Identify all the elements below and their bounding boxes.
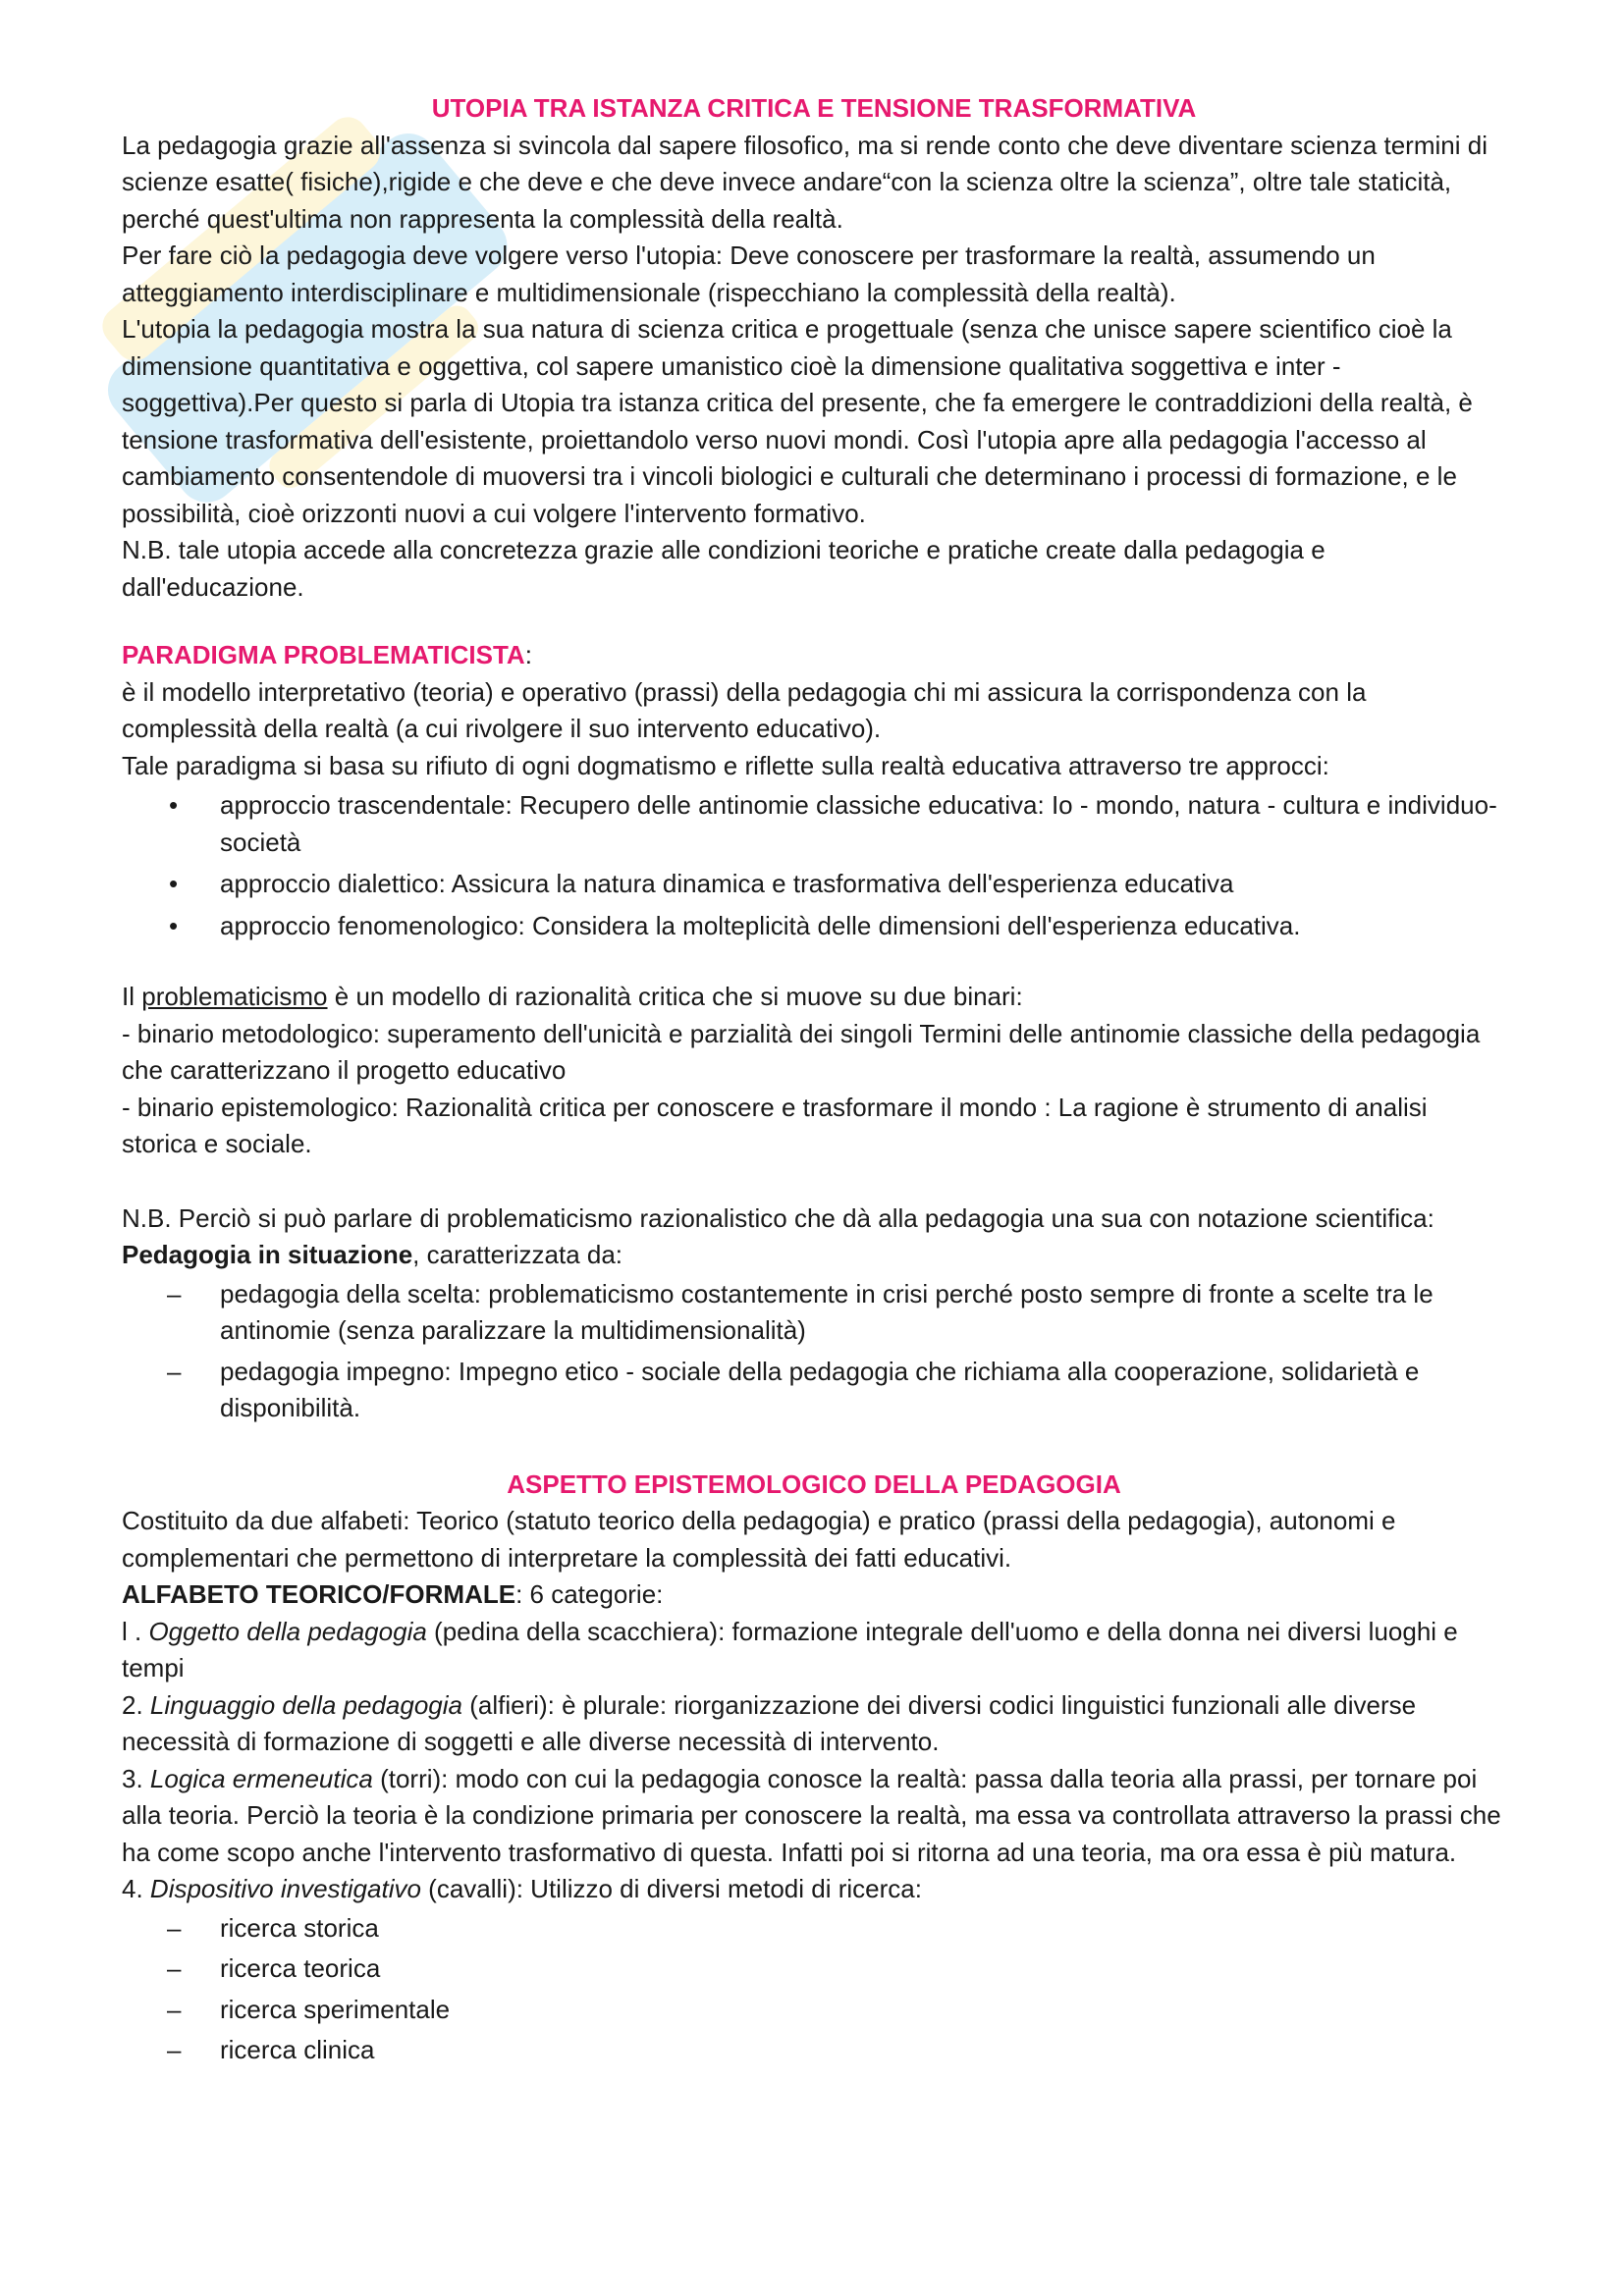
paragraph: [122, 1201, 1506, 1274]
list-item-text: approccio trascendentale: Recupero delle antinomie classiche educativa: Io - mondo, natura - cultura e individuo-società: [220, 790, 1497, 857]
list-item-text: ricerca clinica: [220, 2035, 375, 2064]
list-item-text: approccio dialettico: Assicura la natura dinamica e trasformativa dell'esperienza educativa: [220, 869, 1234, 898]
text: Il: [122, 982, 142, 1011]
dash-icon: –: [167, 1953, 182, 1983]
list-item: [122, 908, 1506, 945]
section-title-paradigma-line: [122, 637, 1506, 674]
italic-term: Oggetto della pedagogia: [148, 1616, 427, 1646]
list-item: [122, 1950, 1506, 1988]
paragraph: [122, 979, 1506, 1016]
list-item-text: approccio fenomenologico: Considera la molteplicità delle dimensioni dell'esperienza educativa.: [220, 910, 1301, 940]
text: , caratterizzata da:: [412, 1240, 623, 1269]
bold-term: ALFABETO TEORICO/FORMALE: [122, 1579, 516, 1609]
dash-icon: –: [167, 2035, 182, 2064]
italic-term: Dispositivo investigativo: [149, 1874, 421, 1903]
category-item: [122, 1761, 1506, 1872]
category-item: [122, 1687, 1506, 1761]
pedagogy-types-list: [122, 1276, 1506, 1427]
text: è un modello di razionalità critica che si muove su due binari:: [327, 982, 1023, 1011]
title-colon: :: [524, 640, 532, 669]
item-number: l .: [122, 1616, 149, 1646]
bullet-icon: •: [169, 869, 179, 898]
text: (pedina della scacchiera): formazione integrale dell'uomo e della donna nei diversi luoghi e tempi: [122, 1616, 1458, 1682]
paragraph: è il modello interpretativo (teoria) e operativo (prassi) della pedagogia chi mi assicura la corrispondenza con la complessità della realtà (a cui rivolgere il suo intervento educativo).: [122, 676, 1367, 743]
bullet-icon: •: [169, 790, 179, 820]
list-item-text: ricerca teorica: [220, 1953, 381, 1983]
text: (cavalli): Utilizzo di diversi metodi di ricerca:: [420, 1874, 922, 1903]
paragraph: L'utopia la pedagogia mostra la sua natura di scienza critica e progettuale (senza che unisce sapere scientifico cioè la dimensione quantitativa e oggettiva, col sapere umanistico cioè la dimensione qualitativa soggettiva e inter -soggettiva).Per questo si parla di Utopia tra istanza critica del presente, che fa emergere le contraddizioni della realtà, è tensione trasformativa dell'esistente, proiettandolo verso nuovi mondi. Così l'utopia apre alla pedagogia l'accesso al cambiamento consentendole di muoversi tra i vincoli biologici e culturali che determinano i processi di formazione, e le possibilità, cioè orizzonti nuovi a cui volgere l'intervento formativo.: [122, 314, 1473, 528]
item-number: 4.: [122, 1874, 150, 1903]
list-item-text: pedagogia della scelta: problematicismo costantemente in crisi perché posto sempre di fronte a scelte tra le antinomie (senza paralizzare la multidimensionalità): [220, 1278, 1434, 1345]
italic-term: Logica ermeneutica: [149, 1763, 373, 1793]
paragraph: Costituito da due alfabeti: Teorico (statuto teorico della pedagogia) e pratico (prassi della pedagogia), autonomi e complementari che permettono di interpretare la complessità dei fatti educativi.: [122, 1506, 1396, 1573]
dash-icon: –: [167, 1278, 182, 1308]
category-item: [122, 1614, 1506, 1687]
category-item: [122, 1871, 1506, 1908]
text: (alfieri): è plurale: riorganizzazione dei diversi codici linguistici funzionali alle diverse necessità di formazione di soggetti e alle diverse necessità di intervento.: [122, 1689, 1417, 1756]
text: (torri): modo con cui la pedagogia conosce la realtà: passa dalla teoria alla prassi, per tornare poi alla teoria. Perciò la teoria è la condizione primaria per conoscere la realtà, ma essa va controllata attraverso la prassi che ha come scopo anche l'intervento trasformativo di questa. Infatti poi si ritorna ad una teoria, ma ora essa è più matura.: [122, 1763, 1501, 1867]
document-page: [122, 90, 1506, 2073]
list-item: [122, 1276, 1506, 1350]
section-title-paradigma: PARADIGMA PROBLEMATICISTA: [122, 640, 525, 669]
dash-icon: –: [167, 1994, 182, 2024]
list-item-text: pedagogia impegno: Impegno etico - sociale della pedagogia che richiama alla cooperazione, solidarietà e disponibilità.: [220, 1356, 1420, 1422]
list-item: [122, 866, 1506, 903]
list-item: [122, 1992, 1506, 2029]
paragraph: [122, 1576, 1506, 1614]
dash-icon: –: [167, 1912, 182, 1943]
bold-term: Pedagogia in situazione: [122, 1240, 413, 1269]
text: : 6 categorie:: [515, 1579, 664, 1609]
paragraph: La pedagogia grazie all'assenza si svincola dal sapere filosofico, ma si rende conto che deve diventare scienza termini di scienze esatte( fisiche),rigide e che deve e che deve invece andare“con la scienza oltre la scienza”, oltre tale staticità, perché quest'ultima non rappresenta la complessità della realtà.: [122, 130, 1488, 234]
approaches-list: [122, 787, 1506, 944]
research-methods-list: [122, 1910, 1506, 2069]
section-title-utopia: UTOPIA TRA ISTANZA CRITICA E TENSIONE TRASFORMATIVA: [431, 93, 1197, 123]
list-item-text: ricerca sperimentale: [220, 1994, 451, 2024]
list-item: [122, 1354, 1506, 1427]
paragraph: N.B. tale utopia accede alla concretezza grazie alle condizioni teoriche e pratiche create dalla pedagogia e dall'educazione.: [122, 535, 1325, 602]
list-item-text: ricerca storica: [220, 1912, 379, 1943]
italic-term: Linguaggio della pedagogia: [149, 1689, 462, 1720]
bullet-icon: •: [169, 910, 179, 940]
paragraph: Per fare ciò la pedagogia deve volgere verso l'utopia: Deve conoscere per trasformare la realtà, assumendo un atteggiamento interdisciplinare e multidimensionale (rispecchiano la complessità della realtà).: [122, 240, 1376, 307]
dash-icon: –: [167, 1356, 182, 1386]
section-title-epistemologico: ASPETTO EPISTEMOLOGICO DELLA PEDAGOGIA: [507, 1468, 1121, 1499]
paragraph: - binario epistemologico: Razionalità critica per conoscere e trasformare il mondo : La ragione è strumento di analisi storica e sociale.: [122, 1092, 1428, 1158]
list-item: [122, 2032, 1506, 2069]
paragraph: - binario metodologico: superamento dell'unicità e parzialità dei singoli Termini delle antinomie classiche della pedagogia che caratterizzano il progetto educativo: [122, 1018, 1481, 1085]
item-number: 2.: [122, 1689, 150, 1720]
paragraph: Tale paradigma si basa su rifiuto di ogni dogmatismo e riflette sulla realtà educativa attraverso tre approcci:: [122, 750, 1329, 780]
list-item: [122, 787, 1506, 861]
item-number: 3.: [122, 1763, 150, 1793]
underlined-term: problematicismo: [141, 982, 328, 1011]
list-item: [122, 1910, 1506, 1948]
text: N.B. Perciò si può parlare di problematicismo razionalistico che dà alla pedagogia una sua con notazione scientifica:: [122, 1202, 1434, 1233]
